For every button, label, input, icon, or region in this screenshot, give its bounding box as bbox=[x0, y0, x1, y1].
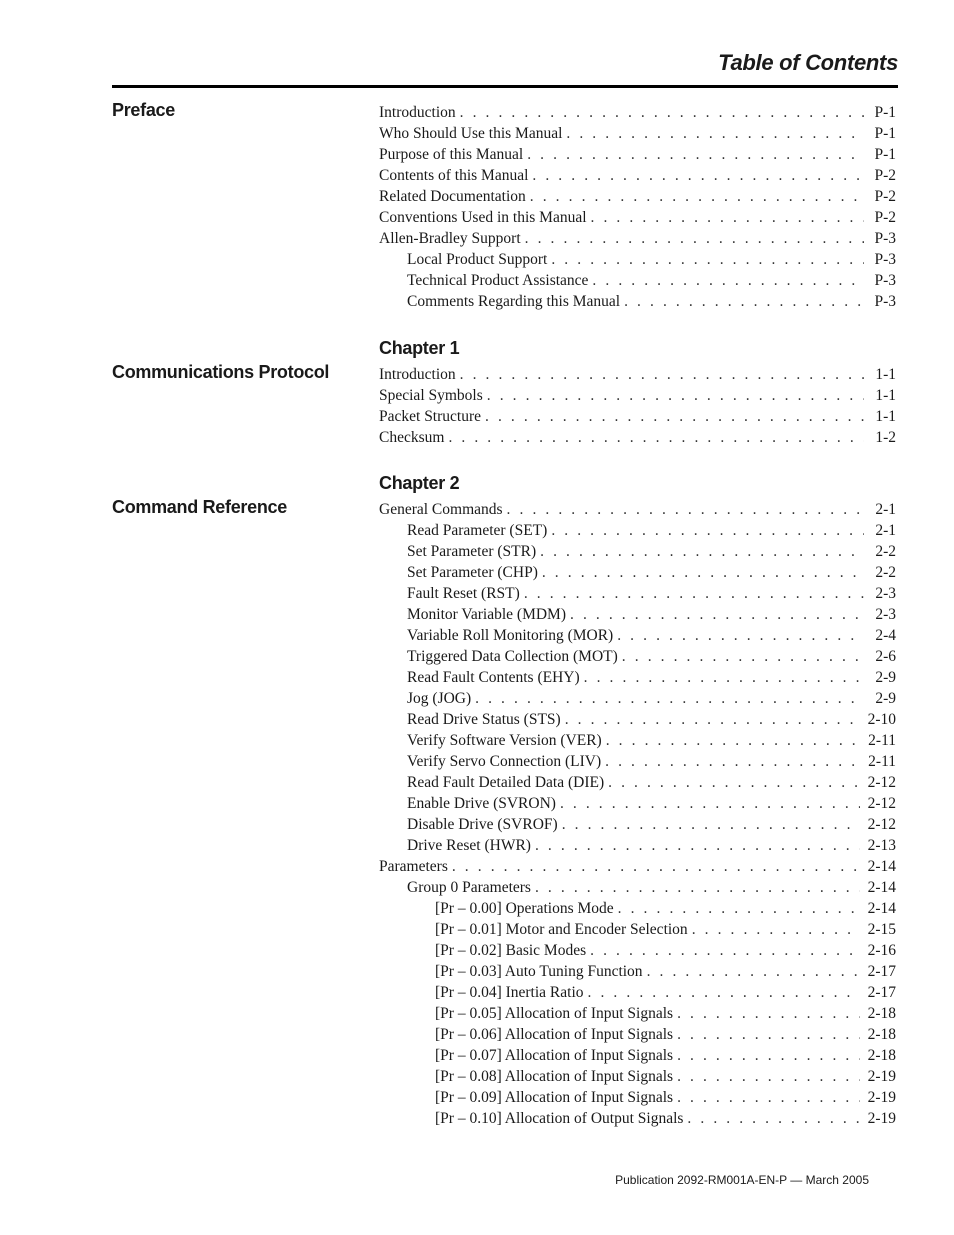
toc-entry-page-number: 2-14 bbox=[867, 858, 896, 875]
toc-entry-page-number: 2-12 bbox=[867, 795, 896, 812]
page-title: Table of Contents bbox=[718, 50, 898, 75]
toc-entry-page-number: 2-12 bbox=[867, 816, 896, 833]
toc-entry-page-number: 2-19 bbox=[867, 1089, 896, 1106]
toc-entry-page-number: 1-1 bbox=[875, 387, 896, 404]
dot-leader bbox=[624, 291, 864, 312]
toc-entry-label: Verify Servo Connection (LIV) bbox=[407, 753, 602, 770]
dot-leader bbox=[524, 583, 864, 604]
dot-leader bbox=[540, 541, 864, 562]
toc-entry-label: Fault Reset (RST) bbox=[407, 585, 520, 602]
toc-entry[interactable] bbox=[379, 961, 896, 982]
toc-entry-label: [Pr – 0.05] Allocation of Input Signals bbox=[435, 1005, 674, 1022]
toc-entry-page-number: P-2 bbox=[874, 209, 896, 226]
toc-entry-page-number: 2-2 bbox=[875, 543, 896, 560]
dot-leader bbox=[570, 604, 864, 625]
dot-leader bbox=[647, 961, 860, 982]
toc-entry-page-number: 2-6 bbox=[875, 648, 896, 665]
toc-entry-page-number: 2-11 bbox=[868, 732, 896, 749]
dot-leader bbox=[687, 1108, 859, 1129]
title-rule bbox=[112, 85, 898, 88]
toc-entry[interactable] bbox=[379, 1003, 896, 1024]
toc-entry-page-number: 2-11 bbox=[868, 753, 896, 770]
section-heading-command-reference: Command Reference bbox=[112, 497, 287, 517]
toc-entry[interactable] bbox=[379, 856, 896, 877]
toc-entry[interactable] bbox=[379, 499, 896, 520]
toc-entry-label: [Pr – 0.06] Allocation of Input Signals bbox=[435, 1026, 674, 1043]
chapter-label-2: Chapter 2 bbox=[379, 473, 460, 493]
toc-entry-label: Read Drive Status (STS) bbox=[407, 711, 561, 728]
dot-leader bbox=[565, 709, 860, 730]
dot-leader bbox=[475, 688, 864, 709]
toc-entry[interactable] bbox=[379, 207, 896, 228]
toc-entry[interactable] bbox=[379, 520, 896, 541]
toc-entry-page-number: P-3 bbox=[874, 272, 896, 289]
toc-entry[interactable] bbox=[379, 541, 896, 562]
section-heading-communications-protocol: Communications Protocol bbox=[112, 362, 330, 382]
dot-leader bbox=[692, 919, 860, 940]
dot-leader bbox=[677, 1087, 860, 1108]
toc-entry[interactable] bbox=[379, 249, 896, 270]
toc-entry-page-number: 2-17 bbox=[867, 984, 896, 1001]
toc-entry-label: Set Parameter (CHP) bbox=[407, 564, 538, 581]
toc-entry-page-number: 1-2 bbox=[875, 429, 896, 446]
toc-entry[interactable] bbox=[379, 730, 896, 751]
toc-entry-label: Verify Software Version (VER) bbox=[407, 732, 602, 749]
toc-entry-label: Group 0 Parameters bbox=[407, 879, 531, 896]
toc-entry-page-number: 2-3 bbox=[875, 585, 896, 602]
toc-entry-label: Who Should Use this Manual bbox=[379, 125, 563, 142]
toc-entry-label: General Commands bbox=[379, 501, 503, 518]
toc-entry-page-number: 2-19 bbox=[867, 1110, 896, 1127]
toc-entry-label: Allen-Bradley Support bbox=[379, 230, 521, 247]
toc-entry-page-number: 2-3 bbox=[875, 606, 896, 623]
toc-list-preface bbox=[379, 102, 896, 312]
toc-entry-label: Checksum bbox=[379, 429, 445, 446]
toc-entry[interactable] bbox=[379, 270, 896, 291]
toc-entry-label: Triggered Data Collection (MOT) bbox=[407, 648, 618, 665]
dot-leader bbox=[592, 270, 864, 291]
toc-entry-label: Special Symbols bbox=[379, 387, 483, 404]
dot-leader bbox=[507, 499, 864, 520]
toc-entry-label: Enable Drive (SVRON) bbox=[407, 795, 556, 812]
toc-entry-label: Technical Product Assistance bbox=[407, 272, 589, 289]
toc-entry[interactable] bbox=[379, 688, 896, 709]
toc-entry-page-number: P-1 bbox=[874, 146, 896, 163]
dot-leader bbox=[460, 102, 864, 123]
dot-leader bbox=[608, 772, 859, 793]
toc-entry[interactable] bbox=[379, 898, 896, 919]
toc-entry-label: Contents of this Manual bbox=[379, 167, 529, 184]
toc-entry-page-number: 2-17 bbox=[867, 963, 896, 980]
toc-entry[interactable] bbox=[379, 427, 896, 448]
toc-entry-page-number: 2-9 bbox=[875, 690, 896, 707]
toc-entry-page-number: 1-1 bbox=[875, 408, 896, 425]
toc-entry-page-number: 2-10 bbox=[867, 711, 896, 728]
dot-leader bbox=[535, 877, 860, 898]
dot-leader bbox=[606, 730, 860, 751]
toc-entry[interactable] bbox=[379, 982, 896, 1003]
dot-leader bbox=[551, 520, 864, 541]
dot-leader bbox=[551, 249, 864, 270]
dot-leader bbox=[618, 898, 860, 919]
dot-leader bbox=[530, 186, 864, 207]
toc-entry-page-number: 2-15 bbox=[867, 921, 896, 938]
toc-entry-label: Parameters bbox=[379, 858, 448, 875]
toc-entry-label: Related Documentation bbox=[379, 188, 526, 205]
toc-entry[interactable] bbox=[379, 772, 896, 793]
toc-entry-label: Read Fault Contents (EHY) bbox=[407, 669, 580, 686]
toc-entry-label: [Pr – 0.03] Auto Tuning Function bbox=[435, 963, 643, 980]
section-heading-preface: Preface bbox=[112, 100, 175, 120]
toc-entry-label: Variable Roll Monitoring (MOR) bbox=[407, 627, 614, 644]
toc-entry-label: Purpose of this Manual bbox=[379, 146, 524, 163]
toc-entry-page-number: 2-14 bbox=[867, 879, 896, 896]
dot-leader bbox=[560, 793, 860, 814]
toc-entry-page-number: 2-2 bbox=[875, 564, 896, 581]
toc-list-communications-protocol bbox=[379, 364, 896, 448]
dot-leader bbox=[487, 385, 864, 406]
dot-leader bbox=[535, 835, 860, 856]
toc-entry-label: [Pr – 0.07] Allocation of Input Signals bbox=[435, 1047, 674, 1064]
toc-entry-page-number: P-3 bbox=[874, 230, 896, 247]
toc-entry-label: [Pr – 0.04] Inertia Ratio bbox=[435, 984, 584, 1001]
dot-leader bbox=[448, 427, 864, 448]
toc-entry[interactable] bbox=[379, 165, 896, 186]
toc-entry-page-number: 2-19 bbox=[867, 1068, 896, 1085]
toc-entry-page-number: 2-12 bbox=[867, 774, 896, 791]
dot-leader bbox=[677, 1066, 860, 1087]
toc-entry-label: [Pr – 0.00] Operations Mode bbox=[435, 900, 614, 917]
toc-entry-label: Conventions Used in this Manual bbox=[379, 209, 587, 226]
toc-entry[interactable] bbox=[379, 940, 896, 961]
toc-entry[interactable] bbox=[379, 123, 896, 144]
toc-entry[interactable] bbox=[379, 1066, 896, 1087]
dot-leader bbox=[566, 123, 864, 144]
toc-entry[interactable] bbox=[379, 814, 896, 835]
toc-entry-label: Set Parameter (STR) bbox=[407, 543, 537, 560]
dot-leader bbox=[617, 625, 864, 646]
toc-entry[interactable] bbox=[379, 1108, 896, 1129]
dot-leader bbox=[460, 364, 864, 385]
dot-leader bbox=[605, 751, 860, 772]
toc-entry-label: Local Product Support bbox=[407, 251, 548, 268]
toc-entry[interactable] bbox=[379, 291, 896, 312]
toc-entry[interactable] bbox=[379, 562, 896, 583]
toc-entry-label: Comments Regarding this Manual bbox=[407, 293, 621, 310]
toc-entry[interactable] bbox=[379, 625, 896, 646]
toc-entry-label: Drive Reset (HWR) bbox=[407, 837, 531, 854]
toc-entry[interactable] bbox=[379, 1024, 896, 1045]
toc-entry-page-number: 2-9 bbox=[875, 669, 896, 686]
toc-entry-label: Introduction bbox=[379, 104, 456, 121]
toc-entry-page-number: 2-16 bbox=[867, 942, 896, 959]
toc-entry-label: Jog (JOG) bbox=[407, 690, 472, 707]
dot-leader bbox=[485, 406, 864, 427]
toc-entry-label: Read Fault Detailed Data (DIE) bbox=[407, 774, 605, 791]
toc-entry[interactable] bbox=[379, 583, 896, 604]
toc-entry-page-number: 2-4 bbox=[875, 627, 896, 644]
dot-leader bbox=[588, 982, 860, 1003]
toc-entry[interactable] bbox=[379, 604, 896, 625]
toc-entry[interactable] bbox=[379, 667, 896, 688]
toc-entry-label: [Pr – 0.01] Motor and Encoder Selection bbox=[435, 921, 688, 938]
dot-leader bbox=[562, 814, 860, 835]
toc-entry[interactable] bbox=[379, 793, 896, 814]
toc-entry-page-number: 2-18 bbox=[867, 1047, 896, 1064]
toc-entry-label: Disable Drive (SVROF) bbox=[407, 816, 558, 833]
toc-entry-page-number: P-3 bbox=[874, 293, 896, 310]
publication-footer: Publication 2092-RM001A-EN-P — March 2005 bbox=[615, 1173, 869, 1187]
toc-entry[interactable] bbox=[379, 385, 896, 406]
toc-entry-label: [Pr – 0.02] Basic Modes bbox=[435, 942, 587, 959]
toc-entry-page-number: 2-1 bbox=[875, 501, 896, 518]
toc-entry-page-number: 2-13 bbox=[867, 837, 896, 854]
toc-entry[interactable] bbox=[379, 1045, 896, 1066]
chapter-label-1: Chapter 1 bbox=[379, 338, 460, 358]
toc-entry[interactable] bbox=[379, 364, 896, 385]
toc-entry[interactable] bbox=[379, 835, 896, 856]
toc-entry-page-number: 2-14 bbox=[867, 900, 896, 917]
toc-entry-label: Introduction bbox=[379, 366, 456, 383]
dot-leader bbox=[677, 1003, 860, 1024]
dot-leader bbox=[525, 228, 864, 249]
toc-entry-page-number: 2-18 bbox=[867, 1005, 896, 1022]
toc-entry-page-number: P-2 bbox=[874, 167, 896, 184]
toc-entry[interactable] bbox=[379, 1087, 896, 1108]
toc-entry[interactable] bbox=[379, 877, 896, 898]
toc-entry[interactable] bbox=[379, 102, 896, 123]
dot-leader bbox=[622, 646, 864, 667]
dot-leader bbox=[677, 1045, 860, 1066]
toc-entry-page-number: P-1 bbox=[874, 104, 896, 121]
toc-entry-page-number: 2-1 bbox=[875, 522, 896, 539]
dot-leader bbox=[677, 1024, 860, 1045]
toc-entry-page-number: P-1 bbox=[874, 125, 896, 142]
toc-entry-page-number: P-3 bbox=[874, 251, 896, 268]
toc-entry-label: [Pr – 0.08] Allocation of Input Signals bbox=[435, 1068, 674, 1085]
toc-entry-label: [Pr – 0.09] Allocation of Input Signals bbox=[435, 1089, 674, 1106]
toc-entry[interactable] bbox=[379, 186, 896, 207]
dot-leader bbox=[584, 667, 864, 688]
toc-list-command-reference bbox=[379, 499, 896, 1129]
toc-entry[interactable] bbox=[379, 406, 896, 427]
toc-entry-label: Packet Structure bbox=[379, 408, 482, 425]
dot-leader bbox=[532, 165, 864, 186]
toc-entry-label: Read Parameter (SET) bbox=[407, 522, 548, 539]
toc-entry[interactable] bbox=[379, 751, 896, 772]
dot-leader bbox=[590, 940, 859, 961]
dot-leader bbox=[452, 856, 860, 877]
toc-entry[interactable] bbox=[379, 228, 896, 249]
toc-entry-page-number: 2-18 bbox=[867, 1026, 896, 1043]
toc-entry-label: Monitor Variable (MDM) bbox=[407, 606, 566, 623]
dot-leader bbox=[527, 144, 864, 165]
dot-leader bbox=[591, 207, 864, 228]
dot-leader bbox=[542, 562, 864, 583]
toc-entry-page-number: P-2 bbox=[874, 188, 896, 205]
toc-entry[interactable] bbox=[379, 919, 896, 940]
toc-entry[interactable] bbox=[379, 646, 896, 667]
toc-entry[interactable] bbox=[379, 144, 896, 165]
toc-entry[interactable] bbox=[379, 709, 896, 730]
toc-entry-page-number: 1-1 bbox=[875, 366, 896, 383]
toc-entry-label: [Pr – 0.10] Allocation of Output Signals bbox=[435, 1110, 684, 1127]
